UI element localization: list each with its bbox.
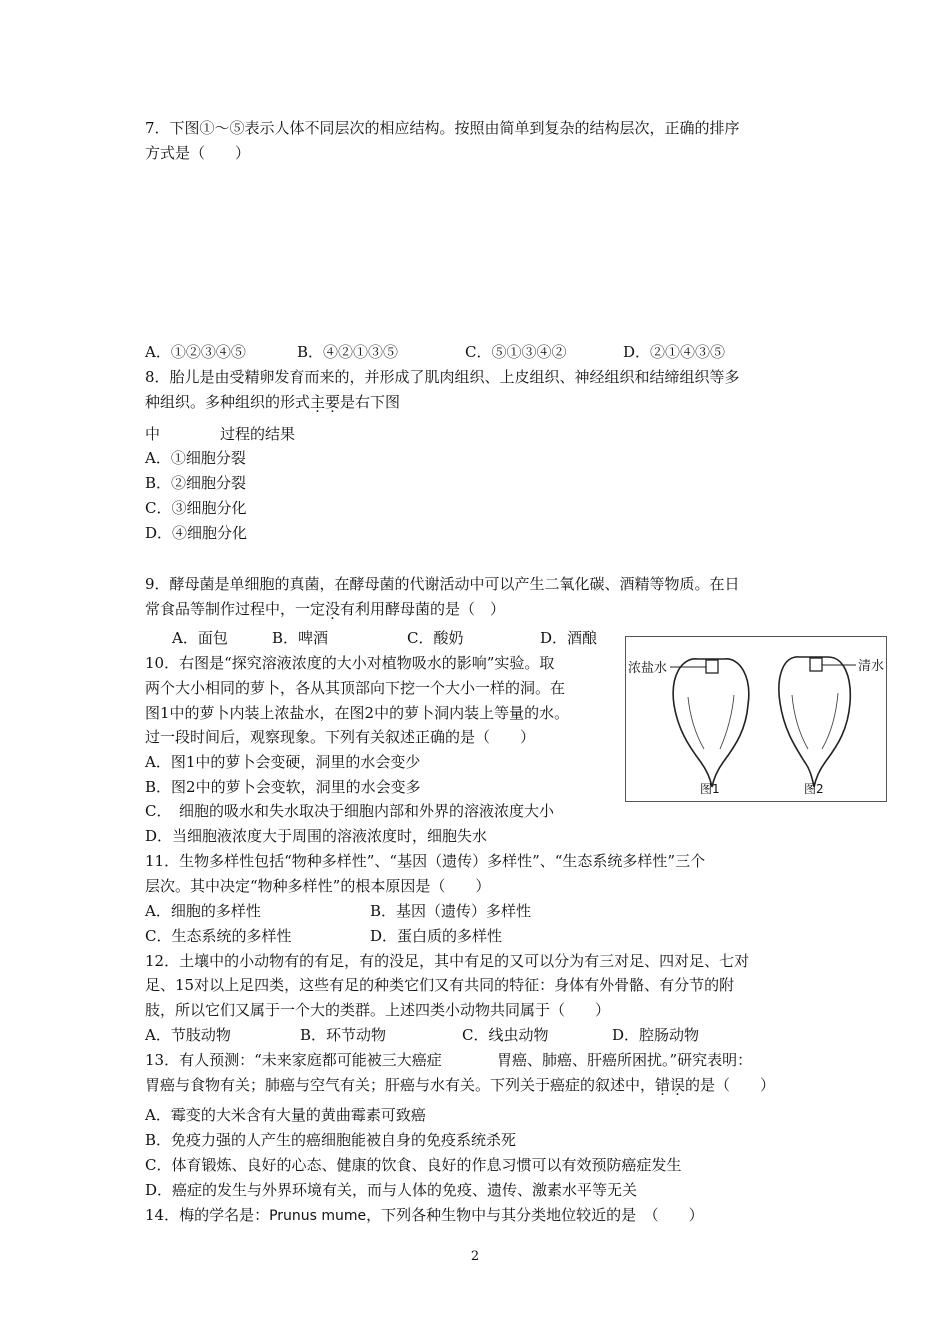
q13-stem-line1-part1: 13．有人预测：“未来家庭都可能被三大癌症 <box>145 1051 442 1069</box>
q13-emphasis-char-1: 错 <box>655 1076 671 1094</box>
q9-option-d: D．酒酿 <box>540 629 598 647</box>
q9-option-a: A．面包 <box>172 629 228 647</box>
q14-stem <box>145 1205 704 1226</box>
q10-stem-line1: 10．右图是“探究溶液浓度的大小对植物吸水的影响”实验。取 <box>145 654 555 672</box>
q11-option-a: A．细胞的多样性 <box>145 902 261 920</box>
q10-option-b: B．图2中的萝卜会变软，洞里的水会变多 <box>145 778 421 796</box>
q9-stem-line1: 9．酵母菌是单细胞的真菌，在酵母菌的代谢活动中可以产生二氧化碳、酒精等物质。在日 <box>145 575 740 593</box>
q13-option-a: A．霉变的大米含有大量的黄曲霉素可致癌 <box>145 1106 426 1124</box>
q10-stem-line2: 两个大小相同的萝卜，各从其顶部向下挖一个大小一样的洞。在 <box>145 679 566 697</box>
q9-option-c: C．酸奶 <box>407 629 464 647</box>
q8-emphasis-char-1: 主 <box>310 393 326 411</box>
q7-option-c: C．⑤①③④② <box>465 343 567 361</box>
q12-stem-line3: 肢，所以它们又属于一个大的类群。上述四类小动物共同属于（ ） <box>145 1001 611 1019</box>
radish-1-texture <box>688 695 734 749</box>
q13-stem-line2-part1: 胃癌与食物有关；肺癌与空气有关；肝癌与水有关。下列关于癌症的叙述中， <box>145 1076 656 1094</box>
q9-stem-line2 <box>145 599 505 619</box>
q10-option-d: D．当细胞液浓度大于周围的溶液浓度时，细胞失水 <box>145 827 488 845</box>
q11-stem-line1: 11．生物多样性包括“物种多样性”、“基因（遗传）多样性”、“生态系统多样性”三个 <box>145 852 706 870</box>
q12-option-d: D．腔肠动物 <box>612 1026 700 1044</box>
q8-option-a: A．①细胞分裂 <box>145 449 246 467</box>
q14-stem-part2: ，下列各种生物中与其分类地位较近的是 （ ） <box>366 1206 704 1224</box>
q10-option-a: A．图1中的萝卜会变硬，洞里的水会变少 <box>145 753 421 771</box>
q14-stem-part1: 14．梅的学名是： <box>145 1206 270 1224</box>
q7-option-d: D．②①④③⑤ <box>623 343 726 361</box>
q14-latin-name: Prunus mume <box>269 1208 367 1224</box>
q7-option-a: A．①②③④⑤ <box>145 343 246 361</box>
radish-2-outline <box>779 657 850 787</box>
q12-option-a: A．节肢动物 <box>145 1026 231 1044</box>
q9-option-b: B．啤酒 <box>272 629 329 647</box>
radish-1-outline <box>673 659 749 787</box>
q8-option-b: B．②细胞分裂 <box>145 474 247 492</box>
q11-option-d: D．蛋白质的多样性 <box>370 927 503 945</box>
q8-stem-line2 <box>145 392 400 412</box>
q10-stem-line4: 过一段时间后，观察现象。下列有关叙述正确的是（ ） <box>145 728 536 746</box>
q11-option-c: C．生态系统的多样性 <box>145 927 292 945</box>
q8-option-d: D．④细胞分化 <box>145 524 248 542</box>
q13-stem-line2-part2: 的是（ ） <box>685 1076 776 1094</box>
figure-caption-2: 图2 <box>804 782 824 796</box>
q9-stem-line2-part2: 有利用酵母菌的是（ ） <box>340 600 506 618</box>
q8-stem-line3-part2: 过程的结果 <box>220 425 296 443</box>
q7-stem-line2: 方式是（ ） <box>145 144 251 162</box>
radish-2-texture <box>792 693 838 749</box>
q10-option-c: C． 细胞的吸水和失水取决于细胞内部和外界的溶液浓度大小 <box>145 802 554 820</box>
q12-option-c: C．线虫动物 <box>462 1026 549 1044</box>
q13-stem-line1-part2: 胃癌、肺癌、肝癌所困扰。”研究表明： <box>497 1051 753 1069</box>
q11-option-b: B．基因（遗传）多样性 <box>370 902 532 920</box>
figure-label-left: 浓盐水 <box>628 661 668 676</box>
q9-stem-line2-part1: 常食品等制作过程中，一定 <box>145 600 326 618</box>
q8-emphasis-char-2: 要 <box>325 393 341 411</box>
q10-stem-line3: 图1中的萝卜内装上浓盐水，在图2中的萝卜洞内装上等量的水。 <box>145 704 570 722</box>
q8-stem-line2-part1: 种组织。多种组织的形式 <box>145 393 311 411</box>
radish-2-hole <box>810 658 822 671</box>
radish-1-hole <box>706 660 718 673</box>
radish-experiment-figure <box>625 636 887 802</box>
q12-stem-line1: 12．土壤中的小动物有的有足，有的没足，其中有足的又可以分为有三对足、四对足、七对 <box>145 952 750 970</box>
q13-option-b: B．免疫力强的人产生的癌细胞能被自身的免疫系统杀死 <box>145 1131 517 1149</box>
q8-stem-line1: 8．胎儿是由受精卵发育而来的，并形成了肌肉组织、上皮组织、神经组织和结缔组织等多 <box>145 368 740 386</box>
q9-emphasis-char: 没 <box>325 600 341 618</box>
q8-stem-line2-part2: 是右下图 <box>340 393 401 411</box>
q7-stem-line1: 7．下图①～⑤表示人体不同层次的相应结构。按照由简单到复杂的结构层次，正确的排序 <box>145 119 740 137</box>
q13-option-c: C．体育锻炼、良好的心态、健康的饮食、良好的作息习惯可以有效预防癌症发生 <box>145 1156 682 1174</box>
radish-diagram <box>626 637 886 801</box>
page-number: 2 <box>470 1249 480 1264</box>
q12-stem-line2: 足、15对以上足四类，这些有足的种类它们又有共同的特征：身体有外骨骼、有分节的附 <box>145 976 735 994</box>
q8-option-c: C．③细胞分化 <box>145 499 247 517</box>
q11-stem-line2: 层次。其中决定“物种多样性”的根本原因是（ ） <box>145 877 491 895</box>
figure-label-right: 清水 <box>858 659 885 674</box>
q8-stem-line3-part1: 中 <box>145 425 161 443</box>
q13-stem-line2 <box>145 1075 775 1095</box>
q7-option-b: B．④②①③⑤ <box>297 343 399 361</box>
q12-option-b: B．环节动物 <box>300 1026 387 1044</box>
figure-caption-1: 图1 <box>700 782 720 796</box>
q13-option-d: D．癌症的发生与外界环境有关，而与人体的免疫、遗传、激素水平等无关 <box>145 1181 638 1199</box>
q13-emphasis-char-2: 误 <box>670 1076 686 1094</box>
